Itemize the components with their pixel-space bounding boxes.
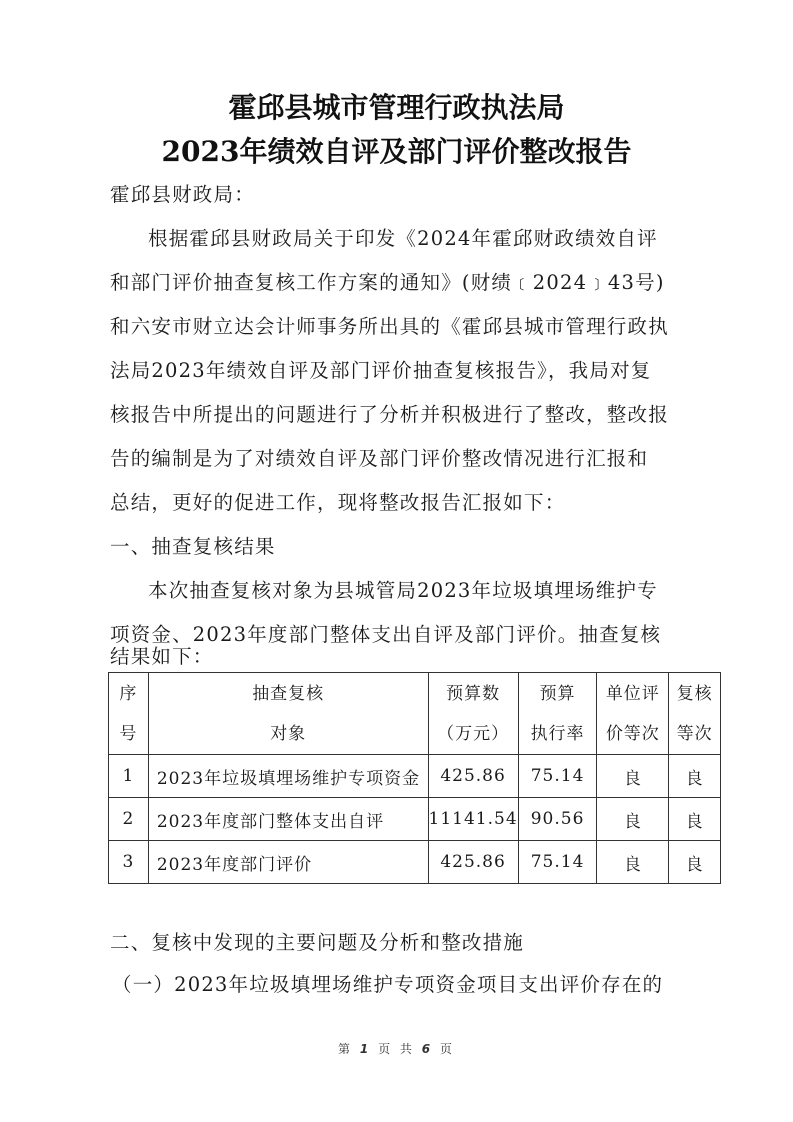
intro-line: 核报告中所提出的问题进行了分析并积极进行了整改，整改报 [110,403,669,426]
section1-body-line: 本次抽查复核对象为县城管局2023年垃圾填埋场维护专 [148,579,658,602]
footer-prefix: 第 [338,1042,354,1056]
cell-object: 2023年度部门整体支出自评 [148,798,428,841]
section2-heading: 二、复核中发现的主要问题及分析和整改措施 [110,931,525,954]
current-page-number: 1 [359,1042,372,1056]
table-header-row [109,673,721,755]
intro-line: 和部门评价抽查复核工作方案的通知》(财绩﹝2024﹞43号) [110,271,665,294]
page-footer [0,1040,793,1057]
intro-line: 法局2023年绩效自评及部门评价抽查复核报告》，我局对复 [110,359,652,382]
cell-self-grade: 良 [597,755,669,798]
cell-self-grade: 良 [597,798,669,841]
intro-line: 根据霍邱县财政局关于印发《2024年霍邱财政绩效自评 [148,227,658,250]
intro-line: 和六安市财立达会计师事务所出具的《霍邱县城市管理行政执 [110,315,669,338]
review-results-table [108,672,721,884]
table-row [109,755,721,798]
header-self-grade: 单位评 价等次 [597,673,669,755]
header-review-grade: 复核 等次 [669,673,721,755]
table-row [109,798,721,841]
cell-rate: 90.56 [518,798,597,841]
cell-object: 2023年度部门评价 [148,841,428,884]
cell-review-grade: 良 [669,841,721,884]
table-row [109,841,721,884]
cell-rate: 75.14 [518,841,597,884]
cell-budget: 425.86 [428,755,518,798]
section1-body-line: 结果如下： [110,645,214,668]
cell-budget: 425.86 [428,841,518,884]
intro-line: 总结，更好的促进工作，现将整改报告汇报如下： [110,491,566,514]
total-page-count: 6 [421,1042,434,1056]
cell-object: 2023年垃圾填埋场维护专项资金 [148,755,428,798]
cell-review-grade: 良 [669,798,721,841]
section1-body-line: 项资金、2023年度部门整体支出自评及部门评价。抽查复核 [110,623,662,646]
header-no: 序 号 [109,673,149,755]
cell-budget: 11141.54 [428,798,518,841]
section1-heading: 一、抽查复核结果 [110,535,276,558]
cell-self-grade: 良 [597,841,669,884]
document-title-line2: 2023年绩效自评及部门评价整改报告 [161,135,632,168]
header-object: 抽查复核 对象 [148,673,428,755]
section2-subheading: （一）2023年垃圾填埋场维护专项资金项目支出评价存在的 [112,973,664,996]
addressee: 霍邱县财政局： [110,183,255,206]
cell-no: 2 [109,798,149,841]
header-execution-rate: 预算 执行率 [518,673,597,755]
cell-no: 1 [109,755,149,798]
footer-middle: 页 共 [378,1042,415,1056]
document-title-line1: 霍邱县城市管理行政执法局 [228,91,565,124]
intro-line: 告的编制是为了对绩效自评及部门评价整改情况进行汇报和 [110,447,649,470]
cell-no: 3 [109,841,149,884]
cell-review-grade: 良 [669,755,721,798]
header-budget: 预算数 （万元） [428,673,518,755]
footer-suffix: 页 [439,1042,455,1056]
cell-rate: 75.14 [518,755,597,798]
